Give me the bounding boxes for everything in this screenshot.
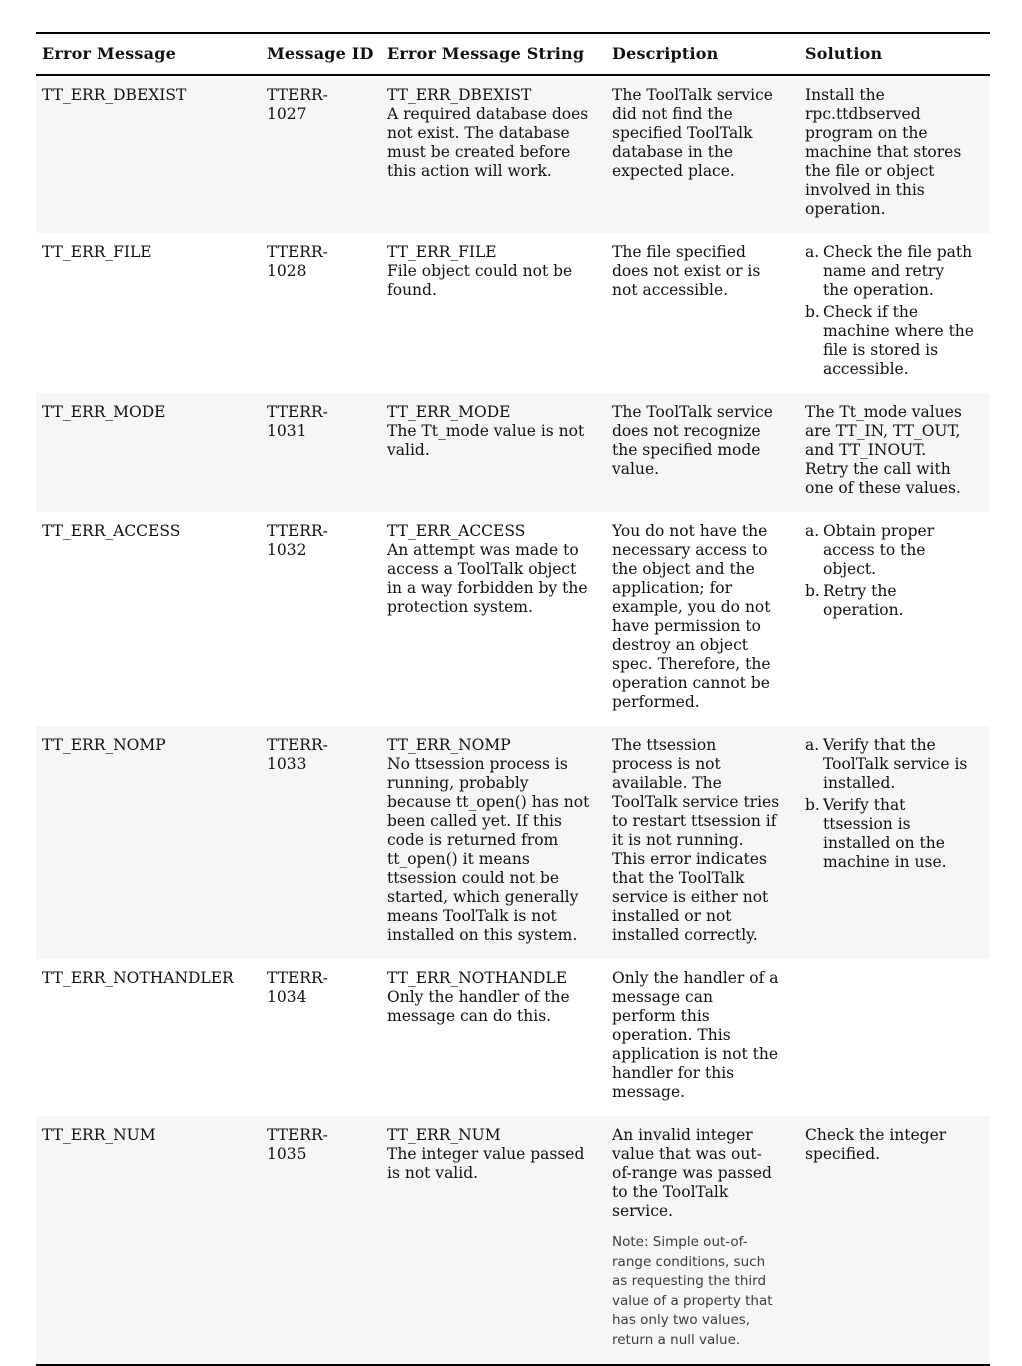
- error-string-name: TT_ERR_NOMP: [387, 736, 511, 754]
- table-row: [36, 726, 990, 959]
- error-message-cell: TT_ERR_NOTHANDLER: [42, 969, 234, 987]
- table-header-row: [36, 34, 990, 76]
- error-string-cell: [385, 76, 610, 233]
- message-id-prefix: TTERR-: [267, 86, 328, 104]
- solution-item-marker: a.: [805, 243, 820, 261]
- message-id-cell: [265, 1116, 385, 1364]
- solution-list-item: [805, 522, 974, 579]
- solution-cell: Install the rpc.ttdbserved program on the machine that stores the file or object involved in this operation.: [805, 86, 962, 218]
- column-header-description: Description: [612, 44, 719, 63]
- column-header-error-message-string: Error Message String: [387, 44, 585, 63]
- error-message-cell: TT_ERR_NOMP: [42, 736, 166, 754]
- solution-list-item: [805, 243, 974, 300]
- table-row: [36, 233, 990, 393]
- error-string-text: No ttsession process is running, probably because tt_open() has not been called yet. If this code is returned from tt_open() it means ttsession could not be started, which generally means ToolTalk is not installed on this system.: [387, 755, 590, 944]
- message-id-prefix: TTERR-: [267, 969, 328, 987]
- message-id-cell: [265, 512, 385, 726]
- error-string-cell: [385, 1116, 610, 1364]
- column-header-solution: Solution: [805, 44, 883, 63]
- message-id-prefix: TTERR-: [267, 243, 328, 261]
- description-cell: The ToolTalk service does not recognize the specified mode value.: [612, 403, 773, 478]
- error-message-cell: TT_ERR_ACCESS: [42, 522, 181, 540]
- solution-item-marker: b.: [805, 582, 820, 600]
- table-row: [36, 1116, 990, 1364]
- message-id-number: 1032: [267, 541, 307, 559]
- error-message-cell: TT_ERR_FILE: [42, 243, 152, 261]
- solution-list-item: [805, 582, 974, 620]
- error-string-cell: [385, 393, 610, 512]
- message-id-cell: [265, 233, 385, 393]
- error-string-name: TT_ERR_MODE: [387, 403, 511, 421]
- solution-item-marker: b.: [805, 796, 820, 814]
- table-row: [36, 512, 990, 726]
- message-id-number: 1027: [267, 105, 307, 123]
- message-id-cell: [265, 393, 385, 512]
- table-row: [36, 959, 990, 1116]
- error-message-table: [36, 32, 990, 1366]
- message-id-number: 1031: [267, 422, 307, 440]
- error-string-name: TT_ERR_DBEXIST: [387, 86, 532, 104]
- message-id-number: 1033: [267, 755, 307, 773]
- message-id-prefix: TTERR-: [267, 1126, 328, 1144]
- description-cell: You do not have the necessary access to the object and the application; for example, you do not have permission to destroy an object spec. Therefore, the operation cannot be performed.: [612, 522, 771, 711]
- message-id-cell: [265, 76, 385, 233]
- solution-cell: [803, 512, 990, 726]
- solution-item-text: Retry the operation.: [823, 582, 904, 619]
- error-string-name: TT_ERR_NUM: [387, 1126, 501, 1144]
- solution-item-marker: a.: [805, 736, 820, 754]
- solution-cell: The Tt_mode values are TT_IN, TT_OUT, and TT_INOUT. Retry the call with one of these values.: [805, 403, 962, 497]
- error-string-text: A required database does not exist. The database must be created before this action will work.: [387, 105, 589, 180]
- error-string-name: TT_ERR_NOTHANDLE: [387, 969, 568, 987]
- solution-item-text: Check the file path name and retry the operation.: [823, 243, 973, 299]
- solution-cell: [803, 726, 990, 959]
- error-string-name: TT_ERR_FILE: [387, 243, 497, 261]
- description-cell: The ttsession process is not available. The ToolTalk service tries to restart ttsession if it is not running. This error indicates that the ToolTalk service is either not installed or not installed correctly.: [612, 736, 780, 944]
- description-note: Note: Simple out-of-range conditions, such as requesting the third value of a property that has only two values, return a null value.: [612, 1234, 773, 1348]
- solution-item-text: Check if the machine where the file is stored is accessible.: [823, 303, 974, 378]
- message-id-prefix: TTERR-: [267, 736, 328, 754]
- solution-item-marker: b.: [805, 303, 820, 321]
- message-id-prefix: TTERR-: [267, 522, 328, 540]
- error-message-cell: TT_ERR_MODE: [42, 403, 166, 421]
- error-string-text: Only the handler of the message can do this.: [387, 988, 570, 1025]
- error-string-text: File object could not be found.: [387, 262, 573, 299]
- error-message-cell: TT_ERR_NUM: [42, 1126, 156, 1144]
- description-text: An invalid integer value that was out-of-range was passed to the ToolTalk service.: [612, 1126, 772, 1220]
- message-id-number: 1028: [267, 262, 307, 280]
- column-header-message-id: Message ID: [267, 44, 374, 63]
- table-row: [36, 76, 990, 233]
- error-string-cell: [385, 512, 610, 726]
- message-id-cell: [265, 726, 385, 959]
- description-cell: [610, 1116, 803, 1364]
- description-cell: Only the handler of a message can perform this operation. This application is not the handler for this message.: [612, 969, 779, 1101]
- solution-item-text: Obtain proper access to the object.: [823, 522, 935, 578]
- solution-list-item: [805, 796, 974, 872]
- error-message-cell: TT_ERR_DBEXIST: [42, 86, 187, 104]
- error-string-cell: [385, 233, 610, 393]
- table-row: [36, 393, 990, 512]
- message-id-number: 1035: [267, 1145, 307, 1163]
- error-string-name: TT_ERR_ACCESS: [387, 522, 526, 540]
- error-string-text: An attempt was made to access a ToolTalk object in a way forbidden by the protection system.: [387, 541, 588, 616]
- error-string-text: The integer value passed is not valid.: [387, 1145, 585, 1182]
- error-string-cell: [385, 959, 610, 1116]
- message-id-prefix: TTERR-: [267, 403, 328, 421]
- column-header-error-message: Error Message: [42, 44, 176, 63]
- solution-item-marker: a.: [805, 522, 820, 540]
- solution-cell: [803, 959, 990, 1116]
- solution-cell: Check the integer specified.: [805, 1126, 947, 1163]
- solution-list-item: [805, 303, 974, 379]
- error-string-cell: [385, 726, 610, 959]
- error-string-text: The Tt_mode value is not valid.: [387, 422, 585, 459]
- solution-item-text: Verify that the ToolTalk service is installed.: [823, 736, 968, 792]
- solution-cell: [803, 233, 990, 393]
- solution-item-text: Verify that ttsession is installed on the machine in use.: [823, 796, 947, 871]
- description-cell: The file specified does not exist or is not accessible.: [612, 243, 761, 299]
- message-id-cell: [265, 959, 385, 1116]
- solution-list-item: [805, 736, 974, 793]
- message-id-number: 1034: [267, 988, 307, 1006]
- description-cell: The ToolTalk service did not find the specified ToolTalk database in the expected place.: [612, 86, 773, 180]
